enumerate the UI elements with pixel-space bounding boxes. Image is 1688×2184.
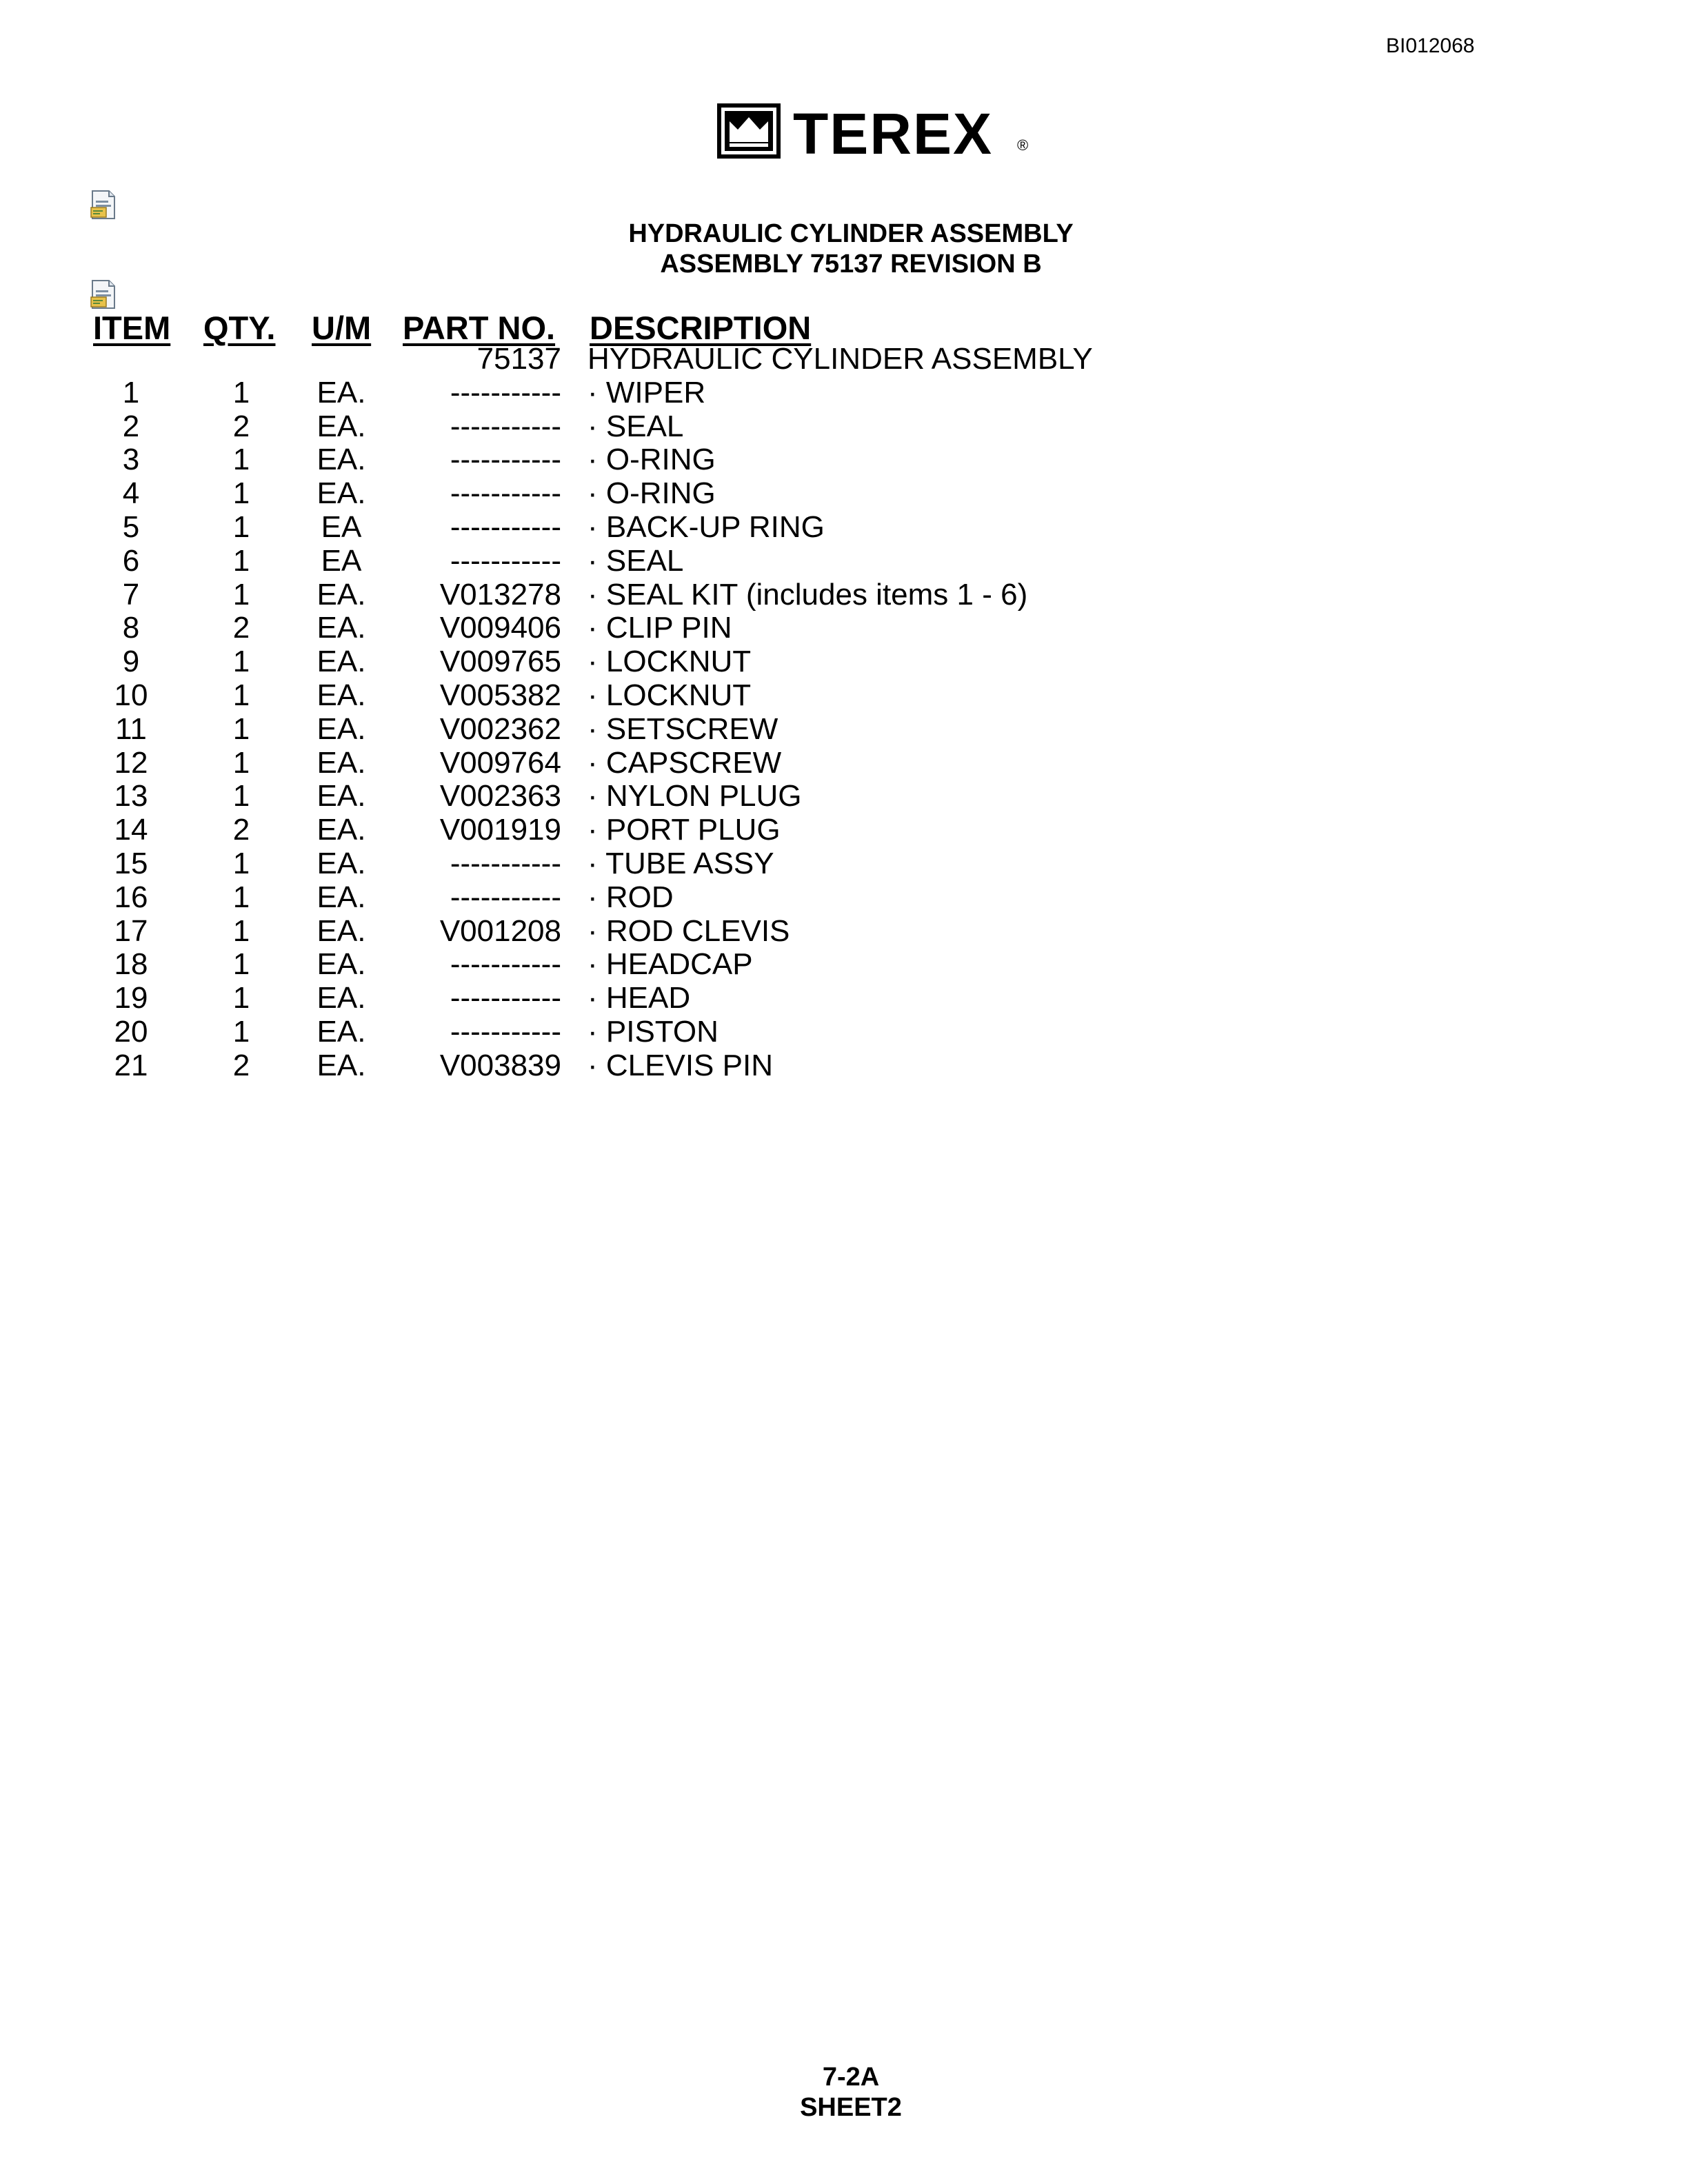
item-number: 9 <box>122 645 140 679</box>
table-row <box>0 611 1688 645</box>
table-row <box>0 847 1688 881</box>
part-number: V002362 <box>439 711 561 746</box>
table-row <box>0 780 1688 813</box>
unit-of-measure: EA. <box>316 981 366 1015</box>
part-number: ----------- <box>450 409 561 443</box>
description: · O-RING <box>587 476 716 511</box>
unit-of-measure: EA. <box>316 611 366 645</box>
part-number: V009764 <box>439 745 561 780</box>
description: · O-RING <box>587 443 716 477</box>
item-number: 10 <box>114 678 148 712</box>
part-number: V013278 <box>439 577 561 611</box>
description: · ROD <box>587 880 674 914</box>
description: · SEAL <box>587 409 684 443</box>
part-number: ----------- <box>450 443 561 477</box>
part-number: 75137 <box>476 342 561 376</box>
table-row <box>0 376 1688 410</box>
table-row <box>0 948 1688 982</box>
item-number: 2 <box>122 409 140 443</box>
quantity: 2 <box>232 409 250 443</box>
unit-of-measure: EA. <box>316 1048 366 1082</box>
document-attachment-icon[interactable] <box>90 279 117 310</box>
column-header-qty: QTY. <box>203 310 276 346</box>
item-number: 11 <box>115 711 147 746</box>
quantity: 1 <box>232 645 250 679</box>
unit-of-measure: EA <box>321 509 362 544</box>
unit-of-measure: EA. <box>316 913 366 948</box>
description: · PISTON <box>587 1014 719 1049</box>
part-number: ----------- <box>450 375 561 410</box>
quantity: 1 <box>232 476 250 511</box>
column-header-description: DESCRIPTION <box>590 310 812 346</box>
quantity: 1 <box>232 711 250 746</box>
part-number: V003839 <box>439 1048 561 1082</box>
unit-of-measure: EA. <box>316 846 366 880</box>
part-number: ----------- <box>450 1014 561 1049</box>
item-number: 15 <box>114 846 148 880</box>
part-number: ----------- <box>450 981 561 1015</box>
item-number: 21 <box>114 1048 148 1082</box>
table-row <box>0 511 1688 545</box>
column-header-item: ITEM <box>93 310 171 346</box>
sheet-label: SHEET2 <box>800 2093 902 2122</box>
quantity: 2 <box>232 1048 250 1082</box>
unit-of-measure: EA. <box>316 577 366 611</box>
item-number: 4 <box>122 476 140 511</box>
title-line-2: ASSEMBLY 75137 REVISION B <box>660 250 1042 279</box>
description: · HEADCAP <box>587 947 753 982</box>
table-row <box>0 477 1688 511</box>
quantity: 1 <box>232 846 250 880</box>
part-number: V009406 <box>439 611 561 645</box>
description: · NYLON PLUG <box>587 779 802 813</box>
description: · SEAL KIT (includes items 1 - 6) <box>587 577 1028 611</box>
part-number: V001919 <box>439 813 561 847</box>
part-number: V002363 <box>439 779 561 813</box>
description: · SETSCREW <box>587 711 778 746</box>
table-row <box>0 713 1688 747</box>
item-number: 17 <box>114 913 148 948</box>
unit-of-measure: EA. <box>316 880 366 914</box>
part-number: ----------- <box>450 476 561 511</box>
quantity: 1 <box>232 375 250 410</box>
item-number: 16 <box>114 880 148 914</box>
unit-of-measure: EA. <box>316 409 366 443</box>
quantity: 1 <box>232 509 250 544</box>
part-number: V009765 <box>439 645 561 679</box>
table-row <box>0 1015 1688 1049</box>
description: · SEAL <box>587 543 684 578</box>
description: · CLEVIS PIN <box>587 1048 773 1082</box>
item-number: 18 <box>114 947 148 982</box>
table-row <box>0 545 1688 578</box>
table-row <box>0 813 1688 847</box>
part-number: V005382 <box>439 678 561 712</box>
quantity: 1 <box>232 745 250 780</box>
part-number: ----------- <box>450 846 561 880</box>
terex-crown-logo-icon <box>717 103 781 159</box>
part-number: V001208 <box>439 913 561 948</box>
quantity: 1 <box>232 913 250 948</box>
document-attachment-icon[interactable] <box>90 190 117 220</box>
table-row <box>0 915 1688 949</box>
table-row <box>0 747 1688 780</box>
description: · TUBE ASSY <box>587 846 774 880</box>
item-number: 7 <box>122 577 140 611</box>
quantity: 1 <box>232 981 250 1015</box>
description: · PORT PLUG <box>587 813 781 847</box>
item-number: 8 <box>122 611 140 645</box>
unit-of-measure: EA. <box>316 645 366 679</box>
description: HYDRAULIC CYLINDER ASSEMBLY <box>587 342 1093 376</box>
quantity: 1 <box>232 443 250 477</box>
title-line-1: HYDRAULIC CYLINDER ASSEMBLY <box>628 219 1074 248</box>
table-row <box>0 443 1688 477</box>
quantity: 1 <box>232 577 250 611</box>
item-number: 3 <box>122 443 140 477</box>
description: · BACK-UP RING <box>587 509 825 544</box>
column-header-um: U/M <box>312 310 372 346</box>
unit-of-measure: EA. <box>316 678 366 712</box>
description: · LOCKNUT <box>587 678 752 712</box>
quantity: 2 <box>232 611 250 645</box>
item-number: 5 <box>122 509 140 544</box>
description: · WIPER <box>587 375 706 410</box>
unit-of-measure: EA. <box>316 1014 366 1049</box>
unit-of-measure: EA. <box>316 947 366 982</box>
part-number: ----------- <box>450 880 561 914</box>
part-number: ----------- <box>450 509 561 544</box>
description: · LOCKNUT <box>587 645 752 679</box>
item-number: 1 <box>122 375 140 410</box>
table-row <box>0 410 1688 444</box>
quantity: 1 <box>232 543 250 578</box>
quantity: 1 <box>232 779 250 813</box>
quantity: 1 <box>232 947 250 982</box>
unit-of-measure: EA. <box>316 779 366 813</box>
logo-wordmark: TEREX <box>793 101 994 166</box>
quantity: 1 <box>232 1014 250 1049</box>
description: · CLIP PIN <box>587 611 732 645</box>
unit-of-measure: EA. <box>316 813 366 847</box>
quantity: 1 <box>232 880 250 914</box>
page-number: 7-2A <box>822 2063 880 2092</box>
table-row <box>0 645 1688 679</box>
item-number: 20 <box>114 1014 148 1049</box>
description: · CAPSCREW <box>587 745 782 780</box>
item-number: 14 <box>114 813 148 847</box>
registered-mark: ® <box>1017 136 1029 154</box>
column-header-part-no: PART NO. <box>403 310 556 346</box>
terex-logo <box>717 103 1041 165</box>
item-number: 6 <box>122 543 140 578</box>
unit-of-measure: EA. <box>316 711 366 746</box>
table-row <box>0 578 1688 612</box>
table-row <box>0 679 1688 713</box>
parts-table <box>0 343 1688 1083</box>
description: · HEAD <box>587 981 691 1015</box>
unit-of-measure: EA. <box>316 476 366 511</box>
unit-of-measure: EA <box>321 543 362 578</box>
table-row <box>0 881 1688 915</box>
table-row <box>0 982 1688 1015</box>
part-number: ----------- <box>450 543 561 578</box>
quantity: 1 <box>232 678 250 712</box>
item-number: 12 <box>114 745 148 780</box>
table-row <box>0 1049 1688 1083</box>
quantity: 2 <box>232 813 250 847</box>
part-number: ----------- <box>450 947 561 982</box>
item-number: 13 <box>114 779 148 813</box>
unit-of-measure: EA. <box>316 745 366 780</box>
table-row <box>0 343 1688 376</box>
unit-of-measure: EA. <box>316 375 366 410</box>
item-number: 19 <box>114 981 148 1015</box>
document-id: BI012068 <box>1386 34 1475 57</box>
unit-of-measure: EA. <box>316 443 366 477</box>
description: · ROD CLEVIS <box>587 913 790 948</box>
